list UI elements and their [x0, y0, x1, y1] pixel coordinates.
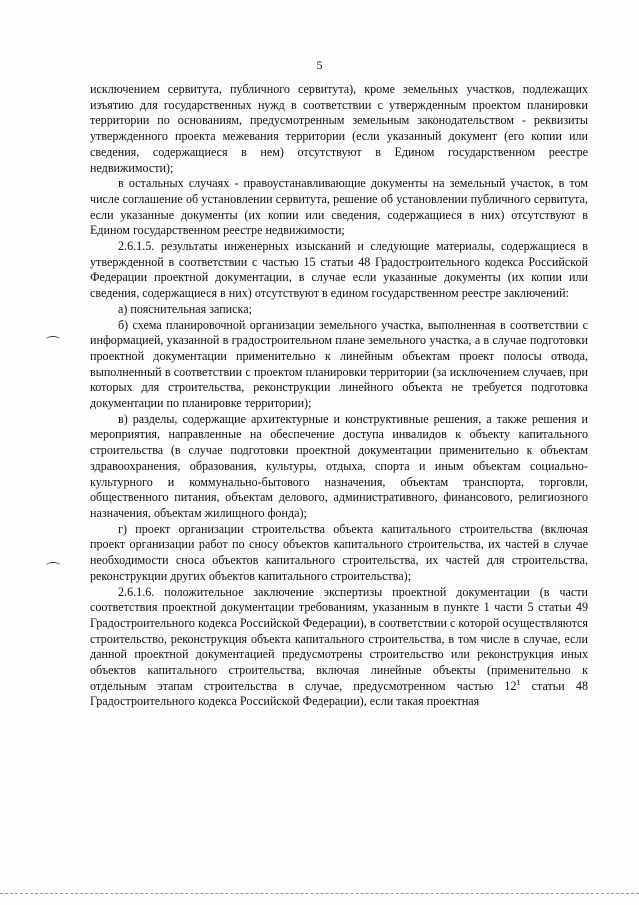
superscript-index: 1 — [516, 677, 521, 687]
margin-bracket-mark — [46, 336, 60, 343]
paragraph-2-6-1-6 — [90, 585, 588, 711]
paragraph-other-cases: в остальных случаях - правоустанавливающие документы на земельный участок, в том числе соглашение об установлении сервитута, решение об установлении публичного сервитута, если указанные документы (их копии или сведения, содержащиеся в них) отсутствуют в Едином государственном реестре недвижимости; — [90, 176, 588, 238]
page-number: 5 — [316, 58, 323, 72]
list-item-v: в) разделы, содержащие архитектурные и конструктивные решения, а также решения и мероприятия, направленные на обеспечение доступа инвалидов к объекту капитального строительства (в случае подготовки проектной документации применительно к объектам здравоохранения, образования, культуры, отдыха, спорта и иным объектам социально-культурного и коммунально-бытового назначения, объектам транспорта, торговли, общественного питания, объектам делового, административного, финансового, религиозного назначения, объектам жилищного фонда); — [90, 411, 588, 520]
paragraph-2-6-1-5: 2.6.1.5. результаты инженерных изысканий и следующие материалы, содержащиеся в утвержденной в соответствии с частью 15 статьи 48 Градостроительного кодекса Российской Федерации проектной документации, в случае если указанные документы (их копии или сведения, содержащиеся в них) отсутствуют в едином государственном реестре заключений: — [90, 239, 588, 301]
document-body — [90, 82, 588, 710]
paragraph-servitude-exception: исключением сервитута, публичного сервитута), кроме земельных участков, подлежащих изъятию для государственных нужд в соответствии с утвержденным проектом планировки территории по основаниям, предусмотренным земельным законодательством - реквизиты утвержденного проекта межевания территории (если указанный документ (его копии или сведения, содержащиеся в нем) отсутствуют в Едином государственном реестре недвижимости); — [90, 82, 588, 175]
scan-edge-line — [0, 893, 639, 894]
list-item-a: а) пояснительная записка; — [118, 301, 252, 316]
list-item-b: б) схема планировочной организации земельного участка, выполненная в соответствии с информацией, указанной в градостроительном плане земельного участка, а в случае подготовки проектной документации применительно к линейным объектам проект полосы отвода, выполненный в соответствии с проектом планировки территории (за исключением случаев, при которых для строительства, реконструкции линейного объекта не требуется подготовка документации по планировке территории); — [90, 317, 588, 411]
paragraph-2-6-1-6-text: 2.6.1.6. положительное заключение экспертизы проектной документации (в части соответствия проектной документации требованиям, указанным в пункте 1 части 5 статьи 49 Градостроительного кодекса Российской Федерации), в соответствии с которой осуществляются строительство, реконструкция объекта капитального строительства, в том числе в случае, если данной проектной документацией предусмотрены строительство или реконструкция иных объектов капитального строительства, включая линейные объекты (применительно к отдельным этапам строительства в случае, предусмотренном частью 12 — [90, 584, 588, 693]
list-item-g: г) проект организации строительства объекта капитального строительства (включая проект организации работ по сносу объектов капитального строительства, их частей в случае необходимости сноса объектов капитального строительства, их частей для строительства, реконструкции других объектов капитального строительства); — [90, 521, 588, 583]
paragraph-2-6-1-6-tail: статьи 48 Градостроительного кодекса Российской Федерации), если такая проектная — [90, 678, 588, 709]
margin-bracket-mark — [46, 562, 60, 569]
